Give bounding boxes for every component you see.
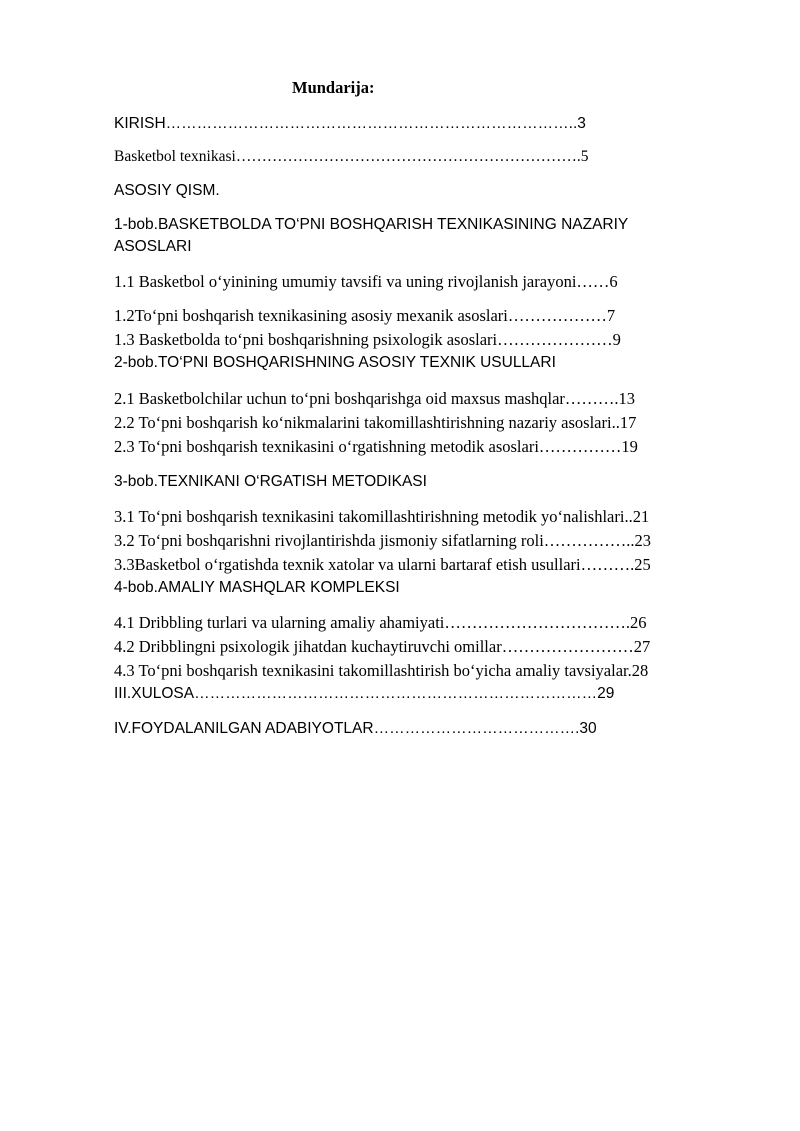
toc-chapter-1-cont: ASOSLARI <box>114 238 192 255</box>
toc-chapter-3: 3-bob.TEXNIKANI O‘RGATISH METODIKASI <box>114 473 427 490</box>
toc-entry-1-1: 1.1 Basketbol o‘yinining umumiy tavsifi va uning rivojlanish jarayoni……6 <box>114 272 618 291</box>
toc-entry-3-1: 3.1 To‘pni boshqarish texnikasini takomillashtirishning metodik yo‘nalishlari..21 <box>114 507 650 526</box>
toc-chapter-4: 4-bob.AMALIY MASHQLAR KOMPLEKSI <box>114 579 400 596</box>
toc-entry-3-3: 3.3Basketbol o‘rgatishda texnik xatolar va ularni bartaraf etish usullari……….25 <box>114 555 651 574</box>
toc-entry-basketbol-texnikasi: Basketbol texnikasi………………………………………………………….5 <box>114 148 589 165</box>
toc-entry-2-2: 2.2 To‘pni boshqarish ko‘nikmalarini takomillashtirishning nazariy asoslari..17 <box>114 413 637 432</box>
toc-entry-adabiyotlar: IV.FOYDALANILGAN ADABIYOTLAR………………………………….30 <box>114 720 597 737</box>
toc-title: Mundarija: <box>292 78 375 97</box>
toc-entry-3-2: 3.2 To‘pni boshqarishni rivojlantirishda jismoniy sifatlarning roli……………..23 <box>114 531 652 550</box>
toc-entry-1-3: 1.3 Basketbolda to‘pni boshqarishning psixologik asoslari…………………9 <box>114 330 621 349</box>
toc-entry-4-2: 4.2 Dribblingni psixologik jihatdan kuchaytiruvchi omillar……………………27 <box>114 637 651 656</box>
toc-entry-xulosa: III.XULOSA……………………………………………………………………29 <box>114 685 615 702</box>
toc-chapter-2: 2-bob.TO‘PNI BOSHQARISHNING ASOSIY TEXNIK USULLARI <box>114 354 556 371</box>
toc-entry-2-1: 2.1 Basketbolchilar uchun to‘pni boshqarishga oid maxsus mashqlar……….13 <box>114 389 636 408</box>
toc-entry-asosiy-qism: ASOSIY QISM. <box>114 182 220 199</box>
toc-chapter-1: 1-bob.BASKETBOLDA TO‘PNI BOSHQARISH TEXNIKASINING NAZARIY <box>114 216 629 233</box>
toc-entry-1-2: 1.2To‘pni boshqarish texnikasining asosiy mexanik asoslari………………7 <box>114 306 616 325</box>
toc-entry-kirish: KIRISH……………………………………………………………………..3 <box>114 115 586 132</box>
toc-entry-2-3: 2.3 To‘pni boshqarish texnikasini o‘rgatishning metodik asoslari……………19 <box>114 437 638 456</box>
toc-entry-4-1: 4.1 Dribbling turlari va ularning amaliy ahamiyati…………………………….26 <box>114 613 647 632</box>
toc-entry-4-3: 4.3 To‘pni boshqarish texnikasini takomillashtirish bo‘yicha amaliy tavsiyalar.28 <box>114 661 649 680</box>
